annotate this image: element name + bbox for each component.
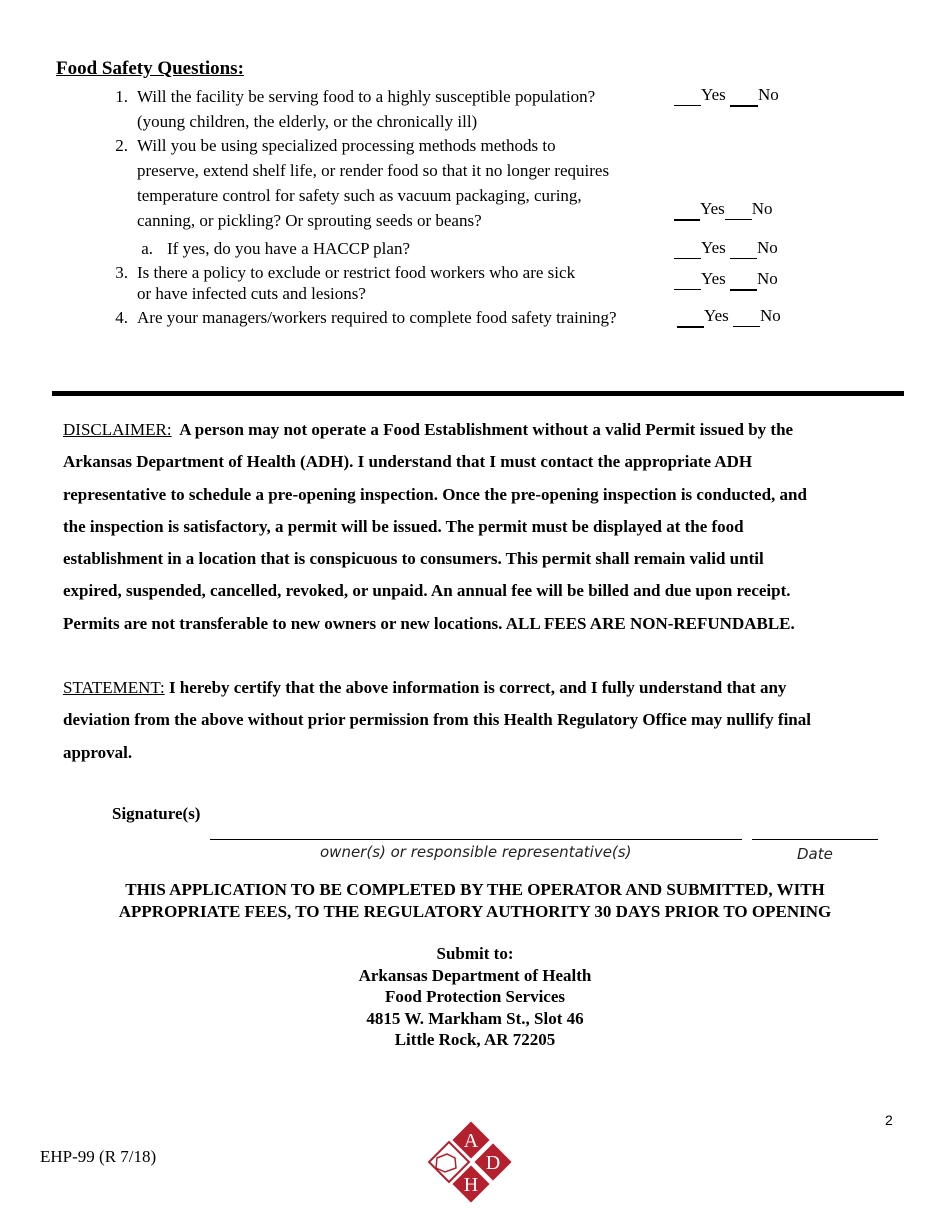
date-field[interactable] — [752, 839, 878, 840]
disclaimer-line-2: Arkansas Department of Health (ADH). I understand that I must contact the appropriate ADH — [63, 452, 753, 472]
logo-letter-a: A — [463, 1130, 479, 1152]
question-3-line-1: Is there a policy to exclude or restrict food workers who are sick — [137, 263, 576, 282]
disclaimer-line-5: establishment in a location that is conspicuous to consumers. This permit shall remain valid until — [63, 549, 764, 569]
disclaimer-label: DISCLAIMER: — [63, 420, 172, 439]
question-2a-answer: Yes No — [674, 238, 778, 259]
submit-line-1: Submit to: — [436, 944, 514, 963]
no-blank[interactable] — [730, 238, 757, 259]
question-1-line-2: (young children, the elderly, or the chronically ill) — [137, 112, 478, 131]
yes-blank[interactable] — [674, 238, 701, 259]
submission-notice — [40, 879, 910, 923]
submit-line-2: Arkansas Department of Health — [358, 965, 592, 985]
adh-logo-icon — [425, 1118, 517, 1206]
page-number: 2 — [885, 1112, 893, 1128]
question-2-line-1: Will you be using specialized processing methods methods to — [137, 136, 556, 155]
question-2-line-4: canning, or pickling? Or sprouting seeds or beans? — [137, 211, 482, 230]
question-4-line-1: Are your managers/workers required to complete food safety training? — [137, 308, 617, 327]
question-1-answer: Yes No — [674, 85, 779, 107]
yes-blank[interactable] — [674, 269, 701, 290]
question-2-answer: Yes No — [674, 199, 773, 221]
disclaimer-line-3: representative to schedule a pre-opening inspection. Once the pre-opening inspection is conducted, and — [63, 484, 807, 504]
submit-line-4: 4815 W. Markham St., Slot 46 — [366, 1008, 584, 1028]
disclaimer-line-4: the inspection is satisfactory, a permit will be issued. The permit must be displayed at the food — [63, 516, 744, 536]
question-3-line-2: or have infected cuts and lesions? — [137, 284, 366, 303]
question-2-line-3: temperature control for safety such as vacuum packaging, curing, — [137, 186, 582, 205]
no-blank[interactable] — [733, 306, 760, 327]
date-caption: Date — [797, 845, 833, 863]
section-title: Food Safety Questions: — [56, 58, 244, 79]
submit-line-3: Food Protection Services — [384, 987, 566, 1006]
statement-line-1: STATEMENT: I hereby certify that the above information is correct, and I fully understand that any — [63, 678, 787, 697]
disclaimer-line-7: Permits are not transferable to new owners or new locations. ALL FEES ARE NON-REFUNDABLE. — [63, 613, 795, 633]
logo-letter-h: H — [463, 1174, 479, 1196]
no-blank[interactable] — [730, 85, 758, 107]
disclaimer-line-6: expired, suspended, cancelled, revoked, or unpaid. An annual fee will be billed and due upon receipt. — [63, 581, 791, 601]
question-2-line-2: preserve, extend shelf life, or render food so that it no longer requires — [137, 161, 610, 180]
disclaimer-line-1: DISCLAIMER: A person may not operate a Food Establishment without a valid Permit issued by the — [63, 420, 794, 439]
section-divider — [52, 391, 904, 396]
statement-line-2: deviation from the above without prior permission from this Health Regulatory Office may nullify final — [63, 710, 811, 730]
question-3-answer: Yes No — [674, 269, 778, 291]
no-blank[interactable] — [725, 199, 752, 220]
statement-label: STATEMENT: — [63, 678, 165, 697]
yes-blank[interactable] — [674, 85, 701, 106]
no-blank[interactable] — [730, 269, 757, 291]
signature-label: Signature(s) — [112, 804, 201, 823]
statement-paragraph — [63, 672, 893, 769]
question-1-line-1: Will the facility be serving food to a highly susceptible population? — [137, 87, 596, 106]
signature-field[interactable] — [210, 839, 742, 840]
submit-line-5: Little Rock, AR 72205 — [394, 1030, 556, 1049]
form-id: EHP-99 (R 7/18) — [40, 1147, 157, 1166]
arkansas-state-icon — [436, 1154, 456, 1172]
question-2a-line-1: If yes, do you have a HACCP plan? — [167, 239, 410, 258]
question-4-answer: Yes No — [677, 306, 781, 328]
statement-line-3: approval. — [63, 742, 133, 762]
disclaimer-paragraph — [63, 414, 893, 640]
yes-blank[interactable] — [677, 306, 704, 328]
notice-line-1: THIS APPLICATION TO BE COMPLETED BY THE OPERATOR AND SUBMITTED, WITH — [125, 880, 825, 899]
submit-address — [40, 943, 910, 1051]
owner-caption: owner(s) or responsible representative(s) — [320, 843, 632, 861]
notice-line-2: APPROPRIATE FEES, TO THE REGULATORY AUTHORITY 30 DAYS PRIOR TO OPENING — [118, 902, 832, 921]
logo-letter-d: D — [485, 1152, 501, 1174]
yes-blank[interactable] — [674, 199, 700, 221]
